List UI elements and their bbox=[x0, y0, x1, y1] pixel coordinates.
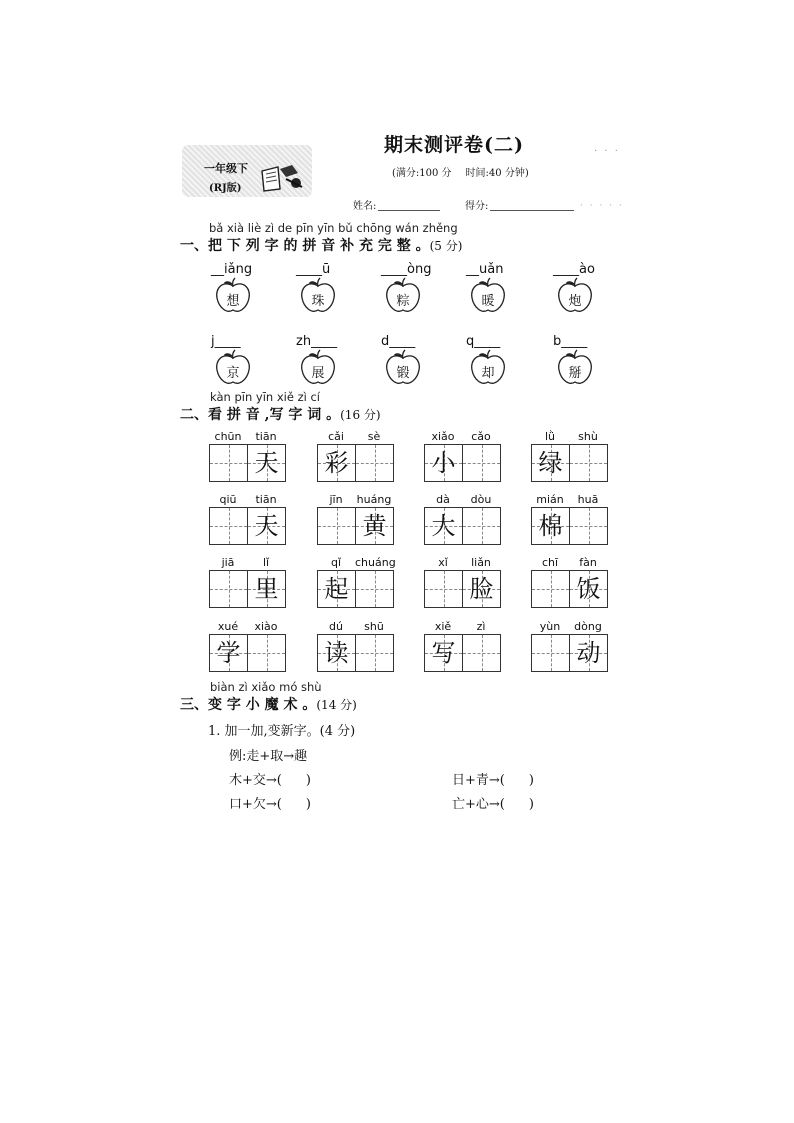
grade-label: 一年级下 bbox=[204, 162, 248, 175]
given-character: 天 bbox=[254, 512, 279, 540]
pinyin-blank[interactable]: ____ū bbox=[296, 262, 331, 277]
tianzige-cell[interactable] bbox=[462, 634, 501, 672]
tianzige-cell[interactable] bbox=[355, 570, 394, 608]
apple-character: 想 bbox=[226, 294, 240, 309]
exam-time: 时间:40 分钟) bbox=[465, 168, 529, 179]
apple-character: 暖 bbox=[481, 294, 495, 309]
word-grid[interactable] bbox=[317, 556, 396, 616]
pinyin-blank[interactable]: ____ào bbox=[553, 262, 595, 277]
given-character: 黄 bbox=[362, 512, 387, 540]
tianzige-cell[interactable] bbox=[462, 507, 501, 545]
word-grid[interactable] bbox=[424, 620, 500, 680]
section1-number: 一、 bbox=[180, 238, 208, 254]
tianzige-cell[interactable] bbox=[247, 634, 286, 672]
given-character: 棉 bbox=[538, 512, 563, 540]
section3-title bbox=[180, 694, 357, 714]
word-grid[interactable] bbox=[209, 493, 285, 553]
word-pinyin: xiě bbox=[434, 620, 452, 633]
apple-character: 却 bbox=[481, 366, 495, 381]
word-pinyin: tiān bbox=[255, 493, 277, 506]
tianzige-cell[interactable] bbox=[247, 570, 286, 608]
section3-sub1: 1. 加一加,变新字。(4 分) bbox=[208, 724, 356, 739]
word-pinyin: cǎi bbox=[328, 430, 344, 443]
name-field[interactable] bbox=[353, 197, 440, 212]
word-grid[interactable] bbox=[531, 620, 607, 680]
apple-item[interactable] bbox=[553, 334, 605, 392]
edition-label: (RJ版) bbox=[209, 183, 242, 194]
compose-item-text: 亡+心→( bbox=[452, 797, 505, 812]
word-grid[interactable] bbox=[209, 620, 285, 680]
pinyin-blank[interactable]: q____ bbox=[466, 334, 501, 349]
tianzige-cell[interactable] bbox=[531, 507, 570, 545]
compose-item[interactable] bbox=[452, 793, 534, 812]
apple-item[interactable] bbox=[466, 334, 518, 392]
given-character: 脸 bbox=[469, 575, 494, 603]
tianzige-cell[interactable] bbox=[209, 570, 248, 608]
word-pinyin: tiān bbox=[255, 430, 277, 443]
word-pinyin: dú bbox=[329, 620, 343, 633]
section1-score: (5 分) bbox=[429, 239, 463, 253]
word-pinyin: dòu bbox=[470, 493, 492, 506]
apple-character: 炮 bbox=[568, 294, 582, 309]
tianzige-cell[interactable] bbox=[424, 634, 463, 672]
full-score: (满分:100 分 bbox=[392, 168, 452, 179]
compose-item-text: 木+交→( bbox=[229, 773, 282, 788]
given-character: 读 bbox=[324, 639, 349, 667]
section3-score: (14 分) bbox=[316, 698, 357, 712]
tianzige-cell[interactable] bbox=[247, 444, 286, 482]
tianzige-cell[interactable] bbox=[462, 570, 501, 608]
compose-item-text: 口+欠→( bbox=[229, 797, 282, 812]
word-grid[interactable] bbox=[424, 493, 500, 553]
tianzige-cell[interactable] bbox=[317, 444, 356, 482]
close-paren: ) bbox=[528, 773, 534, 788]
tianzige-cell[interactable] bbox=[247, 507, 286, 545]
word-grid[interactable] bbox=[531, 556, 607, 616]
word-pinyin: zì bbox=[476, 620, 486, 633]
pinyin-blank[interactable]: d____ bbox=[381, 334, 416, 349]
section1-heading: 把 下 列 字 的 拼 音 补 充 完 整 。 bbox=[208, 238, 430, 254]
word-pinyin: jīn bbox=[329, 493, 343, 506]
given-character: 饭 bbox=[576, 575, 601, 603]
word-pinyin: huā bbox=[577, 493, 599, 506]
decorative-dots: · · · · · bbox=[580, 201, 624, 211]
tianzige-cell[interactable] bbox=[424, 570, 463, 608]
tianzige-cell[interactable] bbox=[531, 444, 570, 482]
pinyin-blank[interactable]: zh____ bbox=[296, 334, 338, 349]
tianzige-cell[interactable] bbox=[462, 444, 501, 482]
compose-item[interactable] bbox=[452, 769, 534, 788]
word-pinyin: chūn bbox=[214, 430, 242, 443]
word-pinyin: chī bbox=[541, 556, 559, 569]
word-pinyin: sè bbox=[367, 430, 381, 443]
word-pinyin: cǎo bbox=[471, 430, 491, 443]
word-pinyin: dòng bbox=[574, 620, 602, 633]
section2-score: (16 分) bbox=[340, 408, 381, 422]
word-grid[interactable] bbox=[424, 556, 500, 616]
given-character: 起 bbox=[324, 575, 349, 603]
compose-item[interactable] bbox=[229, 793, 311, 812]
given-character: 天 bbox=[254, 449, 279, 477]
tianzige-cell[interactable] bbox=[355, 634, 394, 672]
word-grid[interactable] bbox=[424, 430, 500, 490]
word-grid[interactable] bbox=[317, 620, 393, 680]
score-label: 得分: bbox=[465, 201, 489, 212]
word-pinyin: xué bbox=[217, 620, 239, 633]
compose-item-text: 日+青→( bbox=[452, 773, 505, 788]
tianzige-cell[interactable] bbox=[424, 507, 463, 545]
given-character: 绿 bbox=[538, 449, 563, 477]
exam-title: 期末测评卷(二) bbox=[384, 134, 524, 156]
pinyin-blank[interactable]: ____òng bbox=[381, 262, 432, 277]
apple-item[interactable] bbox=[296, 334, 348, 392]
tianzige-cell[interactable] bbox=[355, 507, 394, 545]
tianzige-cell[interactable] bbox=[531, 570, 570, 608]
word-grid[interactable] bbox=[209, 430, 285, 490]
tianzige-cell[interactable] bbox=[569, 634, 608, 672]
apple-character: 展 bbox=[311, 366, 325, 381]
close-paren: ) bbox=[528, 797, 534, 812]
pinyin-blank[interactable]: __uǎn bbox=[466, 262, 504, 277]
word-grid[interactable] bbox=[317, 430, 393, 490]
apple-item[interactable] bbox=[211, 334, 263, 392]
tianzige-cell[interactable] bbox=[569, 570, 608, 608]
compose-item[interactable] bbox=[229, 769, 311, 788]
tianzige-cell[interactable] bbox=[209, 444, 248, 482]
tianzige-cell[interactable] bbox=[569, 507, 608, 545]
word-pinyin: lǜ bbox=[544, 430, 556, 443]
score-field[interactable] bbox=[465, 197, 574, 212]
word-pinyin: mián bbox=[536, 493, 564, 506]
section3-number: 三、 bbox=[180, 697, 208, 713]
pinyin-blank[interactable]: b____ bbox=[553, 334, 588, 349]
given-character: 学 bbox=[216, 639, 241, 667]
name-label: 姓名: bbox=[353, 201, 377, 212]
exam-meta bbox=[392, 164, 529, 179]
tianzige-cell[interactable] bbox=[317, 507, 356, 545]
tianzige-cell[interactable] bbox=[355, 444, 394, 482]
word-pinyin: fàn bbox=[579, 556, 597, 569]
section3-example: 例:走+取→趣 bbox=[229, 749, 308, 764]
word-grid[interactable] bbox=[317, 493, 393, 553]
word-pinyin: qiū bbox=[219, 493, 237, 506]
word-grid[interactable] bbox=[209, 556, 285, 616]
word-pinyin: xǐ bbox=[438, 556, 448, 569]
apple-item[interactable] bbox=[381, 334, 433, 392]
book-pencil-icon bbox=[258, 163, 306, 193]
word-grid[interactable] bbox=[531, 493, 607, 553]
given-character: 大 bbox=[431, 512, 456, 540]
apple-character: 锻 bbox=[396, 366, 410, 381]
decorative-dots: · · · bbox=[594, 146, 620, 157]
tianzige-cell[interactable] bbox=[317, 570, 356, 608]
tianzige-cell[interactable] bbox=[424, 444, 463, 482]
given-character: 小 bbox=[431, 449, 456, 477]
score-blank[interactable] bbox=[490, 210, 574, 211]
word-pinyin: shū bbox=[364, 620, 384, 633]
word-pinyin: huáng bbox=[356, 493, 392, 506]
tianzige-cell[interactable] bbox=[209, 507, 248, 545]
section2-pinyin: kàn pīn yīn xiě zì cí bbox=[210, 390, 320, 404]
word-pinyin: shù bbox=[578, 430, 598, 443]
word-pinyin: lǐ bbox=[262, 556, 270, 569]
close-paren: ) bbox=[305, 773, 311, 788]
pinyin-blank[interactable]: __iǎng bbox=[211, 262, 253, 277]
word-pinyin: xiǎo bbox=[431, 430, 455, 443]
word-pinyin: jiā bbox=[221, 556, 235, 569]
given-character: 里 bbox=[254, 575, 279, 603]
tianzige-cell[interactable] bbox=[209, 634, 248, 672]
word-pinyin: yùn bbox=[539, 620, 561, 633]
tianzige-cell[interactable] bbox=[569, 444, 608, 482]
apple-character: 京 bbox=[226, 366, 240, 381]
word-pinyin: liǎn bbox=[471, 556, 491, 569]
given-character: 写 bbox=[431, 639, 456, 667]
section2-heading: 看 拼 音 ,写 字 词 。 bbox=[208, 407, 341, 423]
word-grid[interactable] bbox=[531, 430, 607, 490]
close-paren: ) bbox=[305, 797, 311, 812]
apple-character: 粽 bbox=[396, 294, 410, 309]
section2-title bbox=[180, 404, 381, 424]
tianzige-cell[interactable] bbox=[531, 634, 570, 672]
apple-character: 掰 bbox=[568, 366, 582, 381]
word-pinyin: qǐ bbox=[330, 556, 342, 569]
apple-item[interactable] bbox=[466, 262, 518, 320]
word-pinyin: chuáng bbox=[355, 556, 396, 569]
given-character: 彩 bbox=[324, 449, 349, 477]
apple-item[interactable] bbox=[553, 262, 605, 320]
section3-pinyin: biàn zì xiǎo mó shù bbox=[210, 680, 322, 694]
apple-item[interactable] bbox=[211, 262, 263, 320]
section1-title bbox=[180, 235, 462, 255]
section2-number: 二、 bbox=[180, 407, 208, 423]
section1-pinyin: bǎ xià liè zì de pīn yīn bǔ chōng wán zhěng bbox=[209, 221, 458, 235]
apple-item[interactable] bbox=[296, 262, 348, 320]
given-character: 动 bbox=[576, 639, 601, 667]
word-pinyin: xiào bbox=[254, 620, 278, 633]
tianzige-cell[interactable] bbox=[317, 634, 356, 672]
apple-character: 珠 bbox=[311, 294, 325, 309]
apple-item[interactable] bbox=[381, 262, 433, 320]
section3-heading: 变 字 小 魔 术 。 bbox=[208, 697, 317, 713]
name-blank[interactable] bbox=[378, 210, 440, 211]
word-pinyin: dà bbox=[436, 493, 450, 506]
pinyin-blank[interactable]: j____ bbox=[211, 334, 241, 349]
